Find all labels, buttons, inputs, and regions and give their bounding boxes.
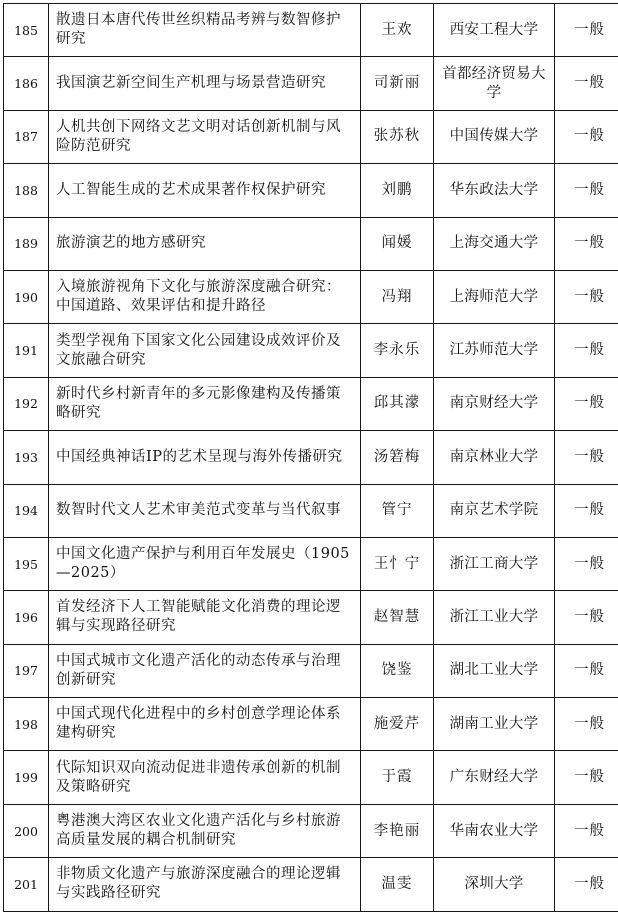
table-row xyxy=(4,4,618,57)
project-title-cell: 数智时代文人艺术审美范式变革与当代叙事 xyxy=(49,484,361,537)
project-title-cell: 旅游演艺的地方感研究 xyxy=(49,217,361,270)
table-row xyxy=(4,804,618,857)
project-category-cell: 一般 xyxy=(555,591,618,644)
table-row xyxy=(4,698,618,751)
project-title-cell: 中国式现代化进程中的乡村创意学理论体系建构研究 xyxy=(49,698,361,751)
project-category-cell: 一般 xyxy=(555,537,618,590)
row-number-cell: 193 xyxy=(4,431,49,484)
row-number-cell: 194 xyxy=(4,484,49,537)
institution-cell: 上海师范大学 xyxy=(434,270,555,323)
project-category-cell: 一般 xyxy=(555,324,618,377)
project-leader-cell: 邱其濛 xyxy=(361,377,434,430)
row-number-cell: 197 xyxy=(4,644,49,697)
institution-cell: 西安工程大学 xyxy=(434,4,555,57)
project-title-cell: 中国式城市文化遗产活化的动态传承与治理创新研究 xyxy=(49,644,361,697)
institution-cell: 江苏师范大学 xyxy=(434,324,555,377)
project-title-cell: 非物质文化遗产与旅游深度融合的理论逻辑与实践路径研究 xyxy=(49,858,361,911)
table-row xyxy=(4,591,618,644)
project-leader-cell: 李永乐 xyxy=(361,324,434,377)
project-leader-cell: 饶鉴 xyxy=(361,644,434,697)
project-category-cell: 一般 xyxy=(555,698,618,751)
project-leader-cell: 刘鹏 xyxy=(361,164,434,217)
row-number-cell: 187 xyxy=(4,110,49,163)
project-title-cell: 我国演艺新空间生产机理与场景营造研究 xyxy=(49,57,361,110)
institution-cell: 华南农业大学 xyxy=(434,804,555,857)
project-category-cell: 一般 xyxy=(555,270,618,323)
table-row xyxy=(4,217,618,270)
project-category-cell: 一般 xyxy=(555,164,618,217)
table-row xyxy=(4,57,618,110)
project-leader-cell: 司新丽 xyxy=(361,57,434,110)
project-category-cell: 一般 xyxy=(555,110,618,163)
project-title-cell: 人工智能生成的艺术成果著作权保护研究 xyxy=(49,164,361,217)
row-number-cell: 200 xyxy=(4,804,49,857)
institution-cell: 南京财经大学 xyxy=(434,377,555,430)
table-row xyxy=(4,431,618,484)
project-category-cell: 一般 xyxy=(555,57,618,110)
project-leader-cell: 王忄宁 xyxy=(361,537,434,590)
project-table xyxy=(3,3,618,912)
project-leader-cell: 闻媛 xyxy=(361,217,434,270)
table-row xyxy=(4,484,618,537)
project-leader-cell: 冯翔 xyxy=(361,270,434,323)
project-title-cell: 人机共创下网络文艺文明对话创新机制与风险防范研究 xyxy=(49,110,361,163)
table-row xyxy=(4,377,618,430)
project-category-cell: 一般 xyxy=(555,804,618,857)
project-leader-cell: 管宁 xyxy=(361,484,434,537)
row-number-cell: 195 xyxy=(4,537,49,590)
project-category-cell: 一般 xyxy=(555,217,618,270)
row-number-cell: 191 xyxy=(4,324,49,377)
project-leader-cell: 于霞 xyxy=(361,751,434,804)
project-category-cell: 一般 xyxy=(555,858,618,911)
table-row xyxy=(4,270,618,323)
project-title-cell: 粤港澳大湾区农业文化遗产活化与乡村旅游高质量发展的耦合机制研究 xyxy=(49,804,361,857)
row-number-cell: 199 xyxy=(4,751,49,804)
project-leader-cell: 李艳丽 xyxy=(361,804,434,857)
table-row xyxy=(4,644,618,697)
project-title-cell: 新时代乡村新青年的多元影像建构及传播策略研究 xyxy=(49,377,361,430)
project-title-cell: 首发经济下人工智能赋能文化消费的理论逻辑与实现路径研究 xyxy=(49,591,361,644)
row-number-cell: 189 xyxy=(4,217,49,270)
row-number-cell: 190 xyxy=(4,270,49,323)
project-title-cell: 代际知识双向流动促进非遗传承创新的机制及策略研究 xyxy=(49,751,361,804)
institution-cell: 中国传媒大学 xyxy=(434,110,555,163)
project-leader-cell: 汤箬梅 xyxy=(361,431,434,484)
project-category-cell: 一般 xyxy=(555,751,618,804)
table-row xyxy=(4,110,618,163)
row-number-cell: 198 xyxy=(4,698,49,751)
project-leader-cell: 王欢 xyxy=(361,4,434,57)
institution-cell: 广东财经大学 xyxy=(434,751,555,804)
project-leader-cell: 施爱芹 xyxy=(361,698,434,751)
institution-cell: 湖南工业大学 xyxy=(434,698,555,751)
institution-cell: 浙江工业大学 xyxy=(434,591,555,644)
project-category-cell: 一般 xyxy=(555,484,618,537)
table-row xyxy=(4,164,618,217)
project-category-cell: 一般 xyxy=(555,4,618,57)
project-category-cell: 一般 xyxy=(555,644,618,697)
institution-cell: 首都经济贸易大学 xyxy=(434,57,555,110)
project-leader-cell: 张苏秋 xyxy=(361,110,434,163)
project-table-body xyxy=(4,4,618,912)
table-row xyxy=(4,858,618,911)
row-number-cell: 192 xyxy=(4,377,49,430)
institution-cell: 南京艺术学院 xyxy=(434,484,555,537)
project-category-cell: 一般 xyxy=(555,431,618,484)
institution-cell: 深圳大学 xyxy=(434,858,555,911)
project-title-cell: 入境旅游视角下文化与旅游深度融合研究：中国道路、效果评估和提升路径 xyxy=(49,270,361,323)
institution-cell: 华东政法大学 xyxy=(434,164,555,217)
project-title-cell: 中国经典神话IP的艺术呈现与海外传播研究 xyxy=(49,431,361,484)
project-title-cell: 散遗日本唐代传世丝织精品考辨与数智修护研究 xyxy=(49,4,361,57)
institution-cell: 浙江工商大学 xyxy=(434,537,555,590)
row-number-cell: 185 xyxy=(4,4,49,57)
project-title-cell: 类型学视角下国家文化公园建设成效评价及文旅融合研究 xyxy=(49,324,361,377)
row-number-cell: 186 xyxy=(4,57,49,110)
table-row xyxy=(4,537,618,590)
row-number-cell: 188 xyxy=(4,164,49,217)
row-number-cell: 201 xyxy=(4,858,49,911)
project-leader-cell: 赵智慧 xyxy=(361,591,434,644)
row-number-cell: 196 xyxy=(4,591,49,644)
institution-cell: 上海交通大学 xyxy=(434,217,555,270)
project-title-cell: 中国文化遗产保护与利用百年发展史（1905—2025） xyxy=(49,537,361,590)
institution-cell: 湖北工业大学 xyxy=(434,644,555,697)
project-list-page xyxy=(3,3,612,912)
table-row xyxy=(4,324,618,377)
project-category-cell: 一般 xyxy=(555,377,618,430)
project-leader-cell: 温雯 xyxy=(361,858,434,911)
table-row xyxy=(4,751,618,804)
institution-cell: 南京林业大学 xyxy=(434,431,555,484)
